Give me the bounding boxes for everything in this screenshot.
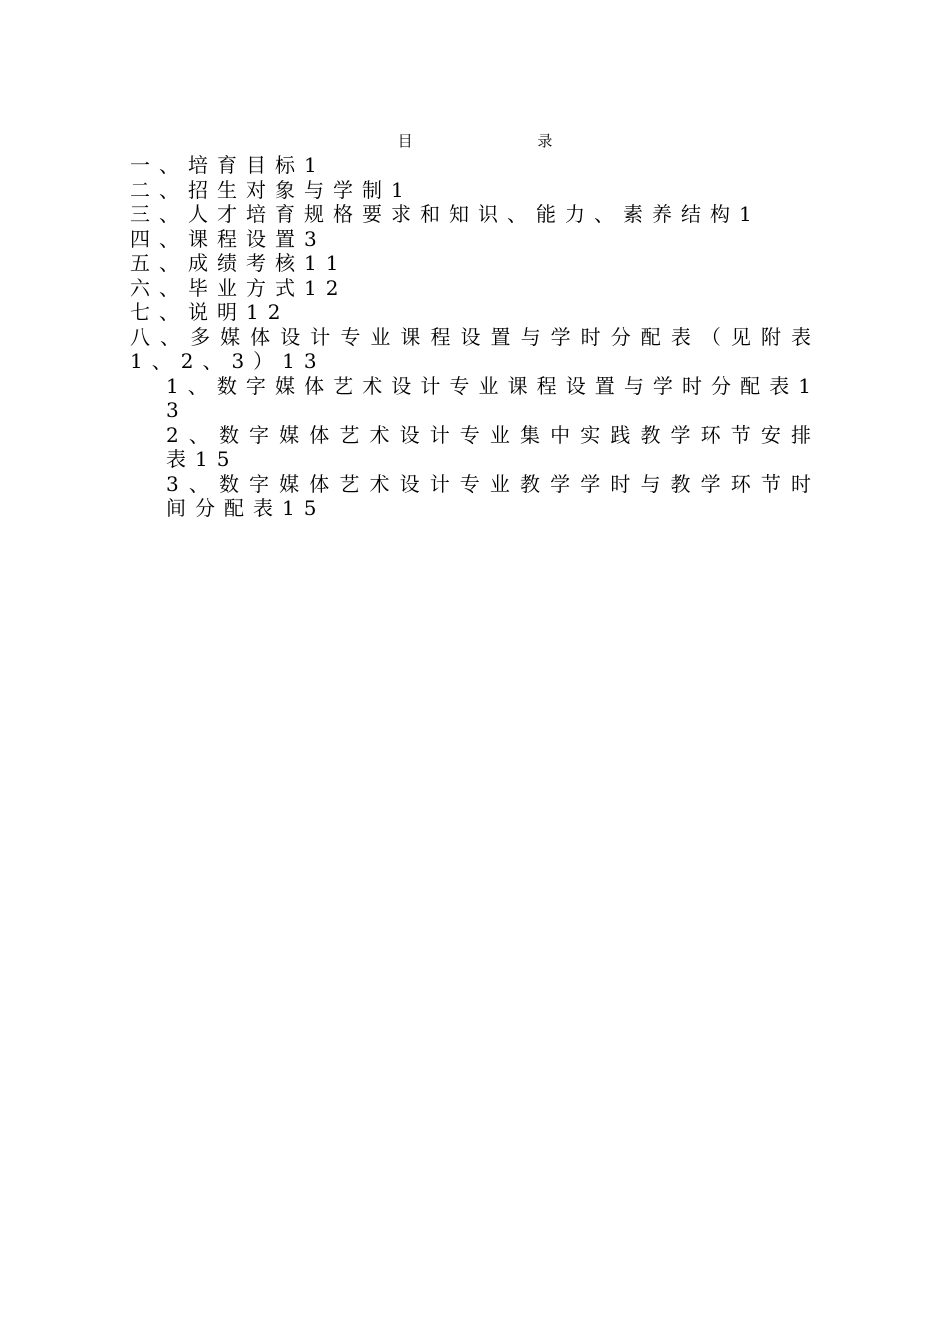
table-of-contents xyxy=(130,153,820,521)
toc-subentry[interactable]: 1、数字媒体艺术设计专业课程设置与学时分配表13 xyxy=(166,373,820,422)
toc-entry[interactable]: 五、成绩考核11 xyxy=(130,251,348,275)
toc-entry[interactable]: 二、招生对象与学制1 xyxy=(130,177,413,202)
toc-subentry[interactable]: 3、数字媒体艺术设计专业教学学时与教学环节时间分配表15 xyxy=(166,471,820,520)
toc-title: 目 录 xyxy=(397,132,613,150)
toc-entry[interactable]: 三、人才培育规格要求和知识、能力、素养结构1 xyxy=(130,202,761,226)
toc-entry[interactable]: 七、说明12 xyxy=(130,300,290,324)
toc-entry[interactable]: 六、毕业方式12 xyxy=(130,275,348,300)
toc-entry[interactable]: 八、多媒体设计专业课程设置与学时分配表（见附表1、2、3）13 xyxy=(130,324,820,373)
toc-subentry[interactable]: 2、数字媒体艺术设计专业集中实践教学环节安排表15 xyxy=(166,422,820,471)
toc-entry[interactable]: 一、培育目标1 xyxy=(130,153,326,177)
toc-entry[interactable]: 四、课程设置3 xyxy=(130,226,326,251)
